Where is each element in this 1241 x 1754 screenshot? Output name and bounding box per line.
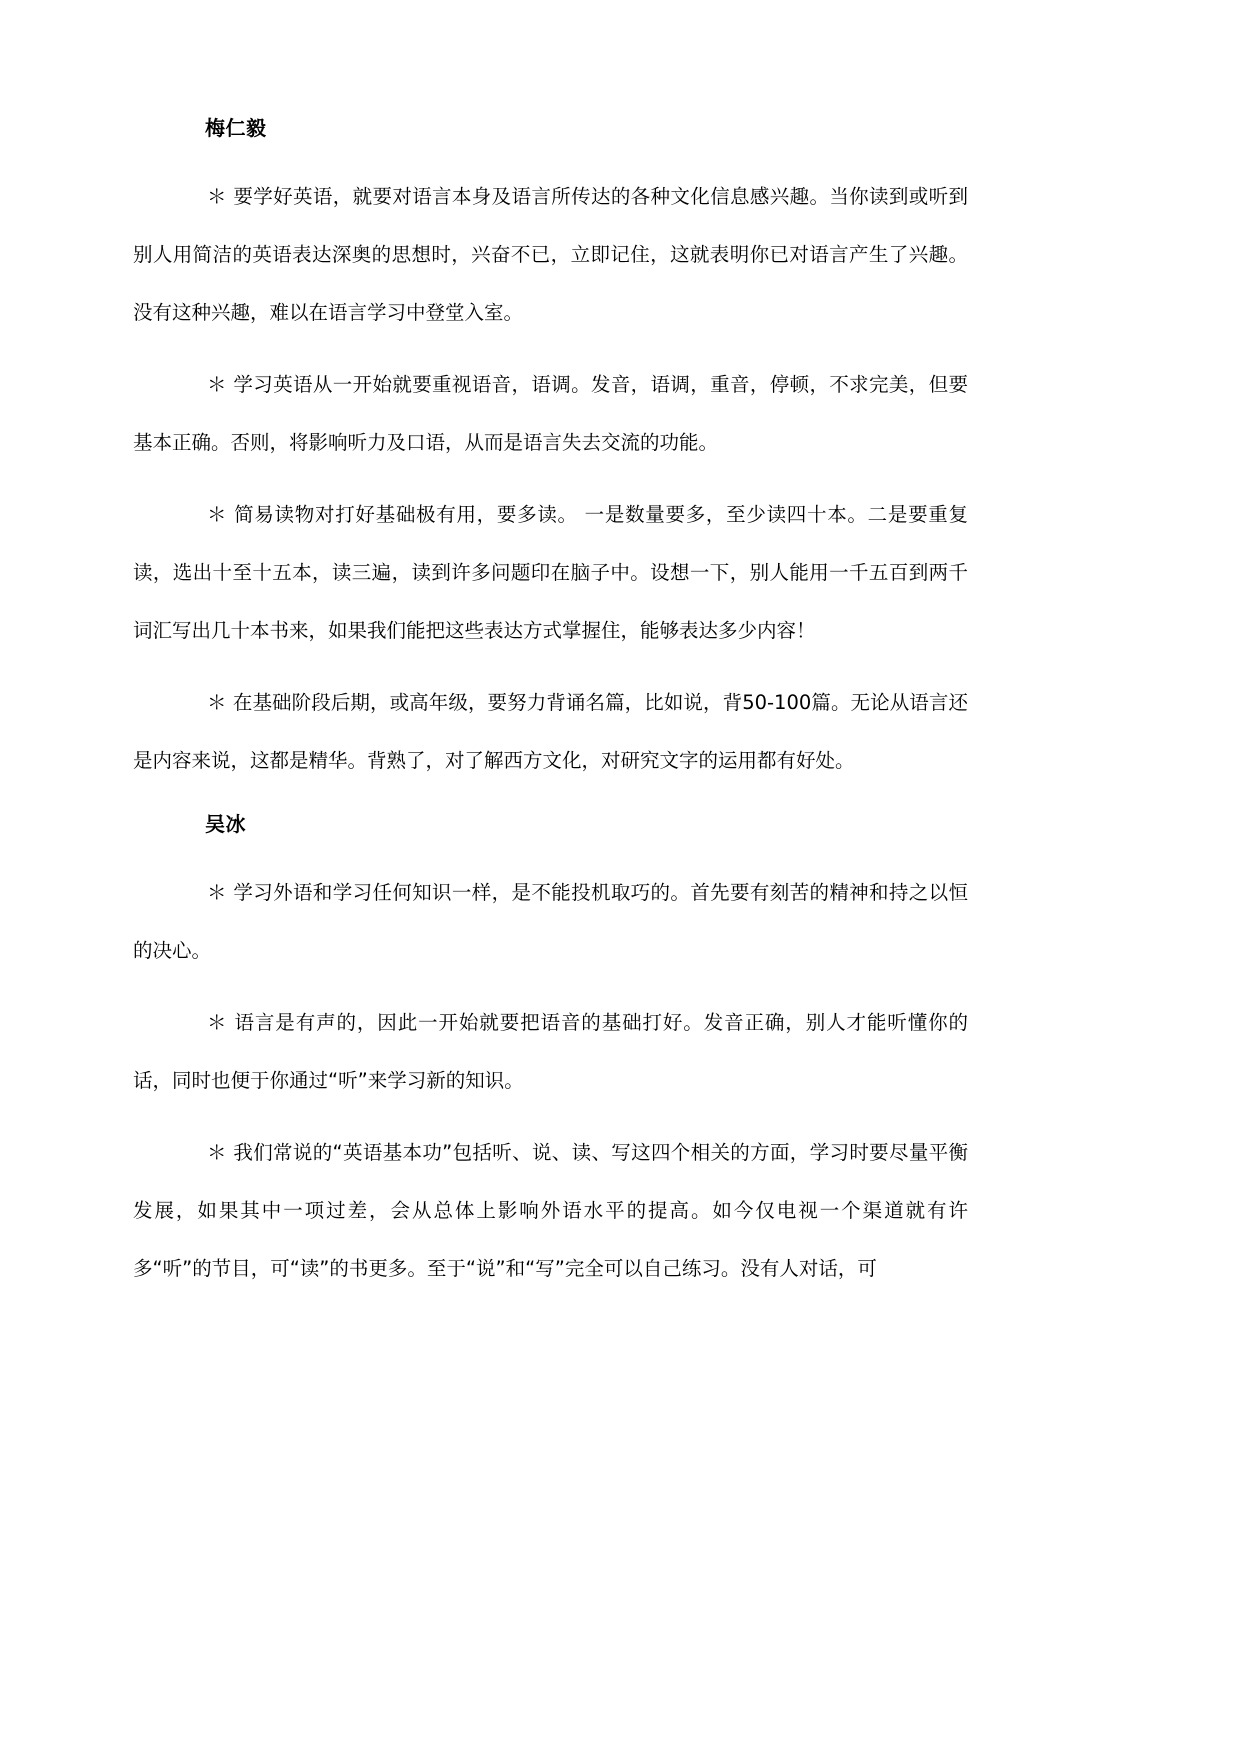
paragraph: ＊ 我们常说的“英语基本功”包括听、说、读、写这四个相关的方面，学习时要尽量平衡发展，如果其中一项过差，会从总体上影响外语水平的提高。如今仅电视一个渠道就有许多“听”的节目，可“读”的书更多。至于“说”和“写”完全可以自己练习。没有人对话，可 (133, 1141, 968, 1280)
paragraph: ＊ 学习英语从一开始就要重视语音，语调。发音，语调，重音，停顿，不求完美，但要基本正确。否则，将影响听力及口语，从而是语言失去交流的功能。 (133, 373, 968, 454)
paragraph: ＊ 在基础阶段后期，或高年级，要努力背诵名篇，比如说，背50-100篇。无论从语言还是内容来说，这都是精华。背熟了，对了解西方文化，对研究文字的运用都有好处。 (133, 691, 968, 772)
spacer (133, 834, 968, 864)
spacer (133, 472, 968, 486)
paragraph: ＊ 简易读物对打好基础极有用，要多读。 一是数量要多，至少读四十本。二是要重复读，选出十至十五本，读三遍，读到许多问题印在脑子中。设想一下，别人能用一千五百到两千词汇写出几十本书来，如果我们能把这些表达方式掌握住，能够表达多少内容！ (133, 503, 968, 642)
section-heading-mei-renyi: 梅仁毅 (205, 116, 267, 140)
spacer (133, 790, 968, 814)
paragraph: ＊ 学习外语和学习任何知识一样，是不能投机取巧的。首先要有刻苦的精神和持之以恒的决心。 (133, 881, 968, 962)
paragraph: ＊ 语言是有声的，因此一开始就要把语音的基础打好。发音正确，别人才能听懂你的话，同时也便于你通过“听”来学习新的知识。 (133, 1011, 968, 1092)
spacer (133, 138, 968, 168)
document-body (133, 118, 968, 1298)
paragraph: ＊ 要学好英语，就要对语言本身及语言所传达的各种文化信息感兴趣。当你读到或听到别人用简洁的英语表达深奥的思想时，兴奋不已，立即记住，这就表明你已对语言产生了兴趣。没有这种兴趣，难以在语言学习中登堂入室。 (133, 185, 968, 324)
section-heading-wu-bing: 吴冰 (205, 812, 246, 836)
spacer (133, 980, 968, 994)
spacer (133, 660, 968, 674)
spacer (133, 1110, 968, 1124)
spacer (133, 342, 968, 356)
